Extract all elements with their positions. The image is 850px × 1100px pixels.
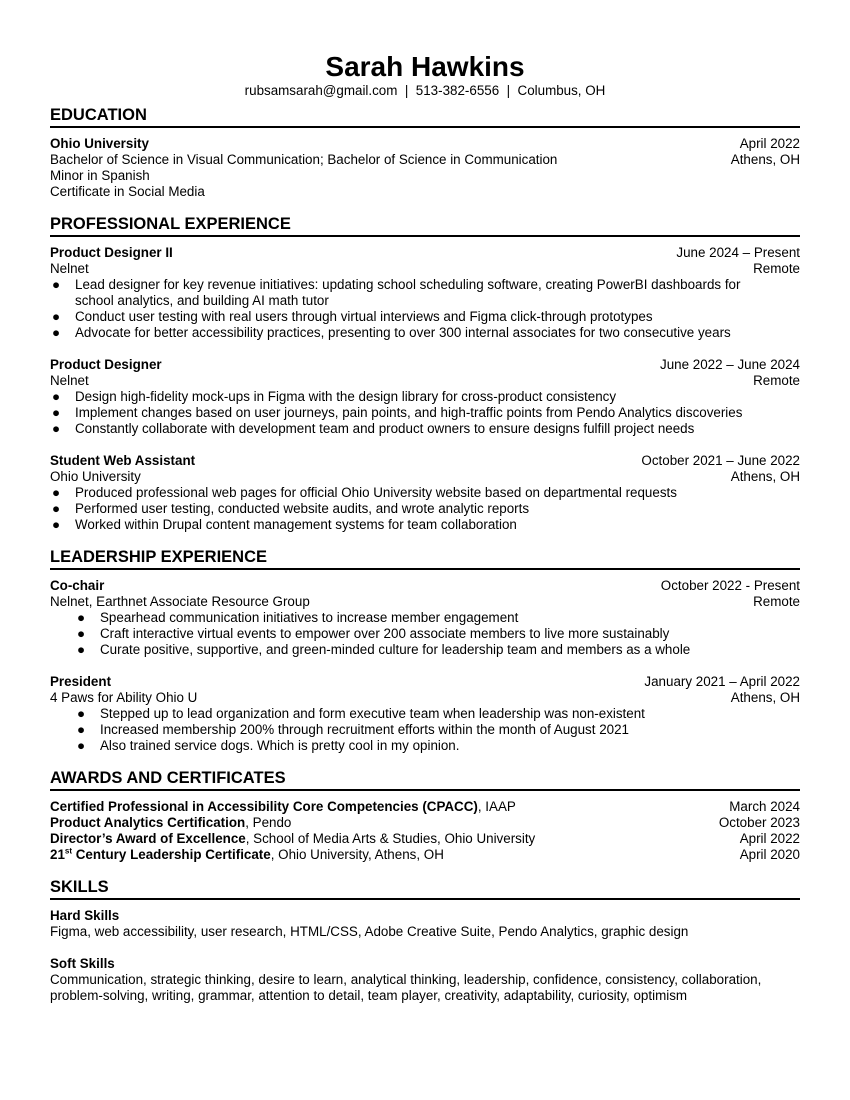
- soft-skills-title: Soft Skills: [50, 956, 115, 971]
- leadership-date: January 2021 – April 2022: [644, 674, 800, 689]
- school-name: Ohio University: [50, 136, 149, 151]
- leadership-org: 4 Paws for Ability Ohio U: [50, 690, 198, 705]
- job-org: Nelnet: [50, 373, 89, 388]
- award-name: Certified Professional in Accessibility Core Competencies (CPACC): [50, 799, 478, 814]
- job-date: October 2021 – June 2022: [641, 453, 800, 468]
- job-location: Remote: [753, 261, 800, 276]
- soft-skills-line: problem-solving, writing, grammar, attention to detail, team player, creativity, adaptability, curiosity, optimism: [50, 988, 688, 1003]
- bullet-icon: ●: [77, 738, 86, 753]
- award-issuer: , School of Media Arts & Studies, Ohio University: [245, 831, 536, 846]
- job-entry: [50, 453, 800, 533]
- award-item: [50, 831, 800, 847]
- award-issuer: , Pendo: [245, 815, 292, 830]
- job-bullet: ● Advocate for better accessibility practices, presenting to over 300 internal associates for two consecutive years: [52, 325, 731, 340]
- hard-skills: [50, 908, 800, 940]
- leadership-location: Athens, OH: [730, 690, 800, 705]
- job-bullet: ● Lead designer for key revenue initiatives: updating school scheduling software, creating PowerBI dashboards for school analytics, and building AI math tutor: [52, 277, 741, 308]
- education-entry: [50, 136, 800, 200]
- leadership-bullet: ● Also trained service dogs. Which is pretty cool in my opinion.: [77, 738, 460, 753]
- job-bullet: ● Produced professional web pages for official Ohio University website based on departmental requests: [52, 485, 677, 500]
- bullet-icon: ●: [52, 405, 61, 420]
- award-item: [50, 815, 800, 831]
- award-item: [50, 799, 800, 815]
- award-item: [50, 847, 800, 863]
- award-name: Century Leadership Certificate: [72, 847, 271, 862]
- job-bullet: ● Worked within Drupal content management systems for team collaboration: [52, 517, 517, 532]
- resume-page: [50, 0, 800, 1004]
- bullet-icon: ●: [52, 389, 61, 404]
- job-date: June 2022 – June 2024: [660, 357, 800, 372]
- candidate-name: Sarah Hawkins: [325, 51, 525, 82]
- bullet-icon: ●: [52, 501, 61, 516]
- leadership-org: Nelnet, Earthnet Associate Resource Group: [50, 594, 310, 609]
- soft-skills-line: Communication, strategic thinking, desire to learn, analytical thinking, leadership, confidence, consistency, collaboration,: [50, 972, 762, 987]
- leadership-role: Co-chair: [50, 578, 105, 593]
- section-title-awards: AWARDS AND CERTIFICATES: [50, 768, 800, 791]
- bullet-icon: ●: [52, 325, 61, 340]
- awards-list: [50, 799, 800, 863]
- award-date: April 2022: [739, 831, 800, 846]
- award-name-sup: st: [64, 846, 73, 856]
- leadership-location: Remote: [753, 594, 800, 609]
- bullet-icon: ●: [52, 309, 61, 324]
- award-date: March 2024: [729, 799, 800, 814]
- leadership-bullet: ● Craft interactive virtual events to empower over 200 associate members to live more sustainably: [77, 626, 670, 641]
- award-name: Product Analytics Certification: [50, 815, 246, 830]
- leadership-bullet: ● Stepped up to lead organization and form executive team when leadership was non-existent: [77, 706, 645, 721]
- job-entry: [50, 245, 800, 341]
- job-location: Athens, OH: [730, 469, 800, 484]
- leadership-date: October 2022 - Present: [660, 578, 800, 593]
- award-name-prefix: 21: [50, 847, 65, 862]
- job-role: Student Web Assistant: [50, 453, 196, 468]
- job-role: Product Designer: [50, 357, 162, 372]
- award-name: Director’s Award of Excellence: [50, 831, 246, 846]
- section-title-education: EDUCATION: [50, 105, 800, 128]
- job-date: June 2024 – Present: [676, 245, 800, 260]
- award-issuer: , IAAP: [477, 799, 516, 814]
- job-bullet: ● Performed user testing, conducted website audits, and wrote analytic reports: [52, 501, 530, 516]
- bullet-icon: ●: [77, 642, 86, 657]
- education-location: Athens, OH: [730, 152, 800, 167]
- bullet-icon: ●: [52, 517, 61, 532]
- bullet-icon: ●: [77, 610, 86, 625]
- leadership-entry: [50, 578, 800, 658]
- job-bullet: ● Implement changes based on user journeys, pain points, and high-traffic points from Pendo Analytics discoveries: [52, 405, 743, 420]
- bullet-icon: ●: [77, 722, 86, 737]
- award-issuer: , Ohio University, Athens, OH: [270, 847, 444, 862]
- job-entry: [50, 357, 800, 437]
- bullet-icon: ●: [77, 626, 86, 641]
- bullet-icon: ●: [77, 706, 86, 721]
- section-title-leadership: LEADERSHIP EXPERIENCE: [50, 547, 800, 570]
- contact-line: rubsamsarah@gmail.com | 513-382-6556 | Columbus, OH: [244, 83, 606, 98]
- leadership-bullet: ● Curate positive, supportive, and green-minded culture for leadership team and members as a whole: [77, 642, 691, 657]
- certificate: Certificate in Social Media: [50, 184, 205, 199]
- degree: Bachelor of Science in Visual Communication; Bachelor of Science in Communication: [50, 152, 558, 167]
- job-bullet: ● Design high-fidelity mock-ups in Figma with the design library for cross-product consistency: [52, 389, 617, 404]
- leadership-bullet: ● Increased membership 200% through recruitment efforts within the month of August 2021: [77, 722, 629, 737]
- job-location: Remote: [753, 373, 800, 388]
- leadership-role: President: [50, 674, 112, 689]
- soft-skills: [50, 956, 800, 1004]
- job-bullet: ● Constantly collaborate with development team and product owners to ensure designs fulfill project needs: [52, 421, 695, 436]
- job-org: Nelnet: [50, 261, 89, 276]
- hard-skills-list: Figma, web accessibility, user research, HTML/CSS, Adobe Creative Suite, Pendo Analytics, graphic design: [50, 924, 689, 939]
- leadership-entry: [50, 674, 800, 754]
- section-title-experience: PROFESSIONAL EXPERIENCE: [50, 214, 800, 237]
- award-date: April 2020: [739, 847, 800, 862]
- bullet-icon: ●: [52, 277, 61, 292]
- job-org: Ohio University: [50, 469, 141, 484]
- education-date: April 2022: [739, 136, 800, 151]
- leadership-bullet: ● Spearhead communication initiatives to increase member engagement: [77, 610, 519, 625]
- section-title-skills: SKILLS: [50, 877, 800, 900]
- job-role: Product Designer II: [50, 245, 173, 260]
- hard-skills-title: Hard Skills: [50, 908, 120, 923]
- bullet-icon: ●: [52, 485, 61, 500]
- minor: Minor in Spanish: [50, 168, 150, 183]
- award-date: October 2023: [718, 815, 800, 830]
- bullet-icon: ●: [52, 421, 61, 436]
- job-bullet: ● Conduct user testing with real users through virtual interviews and Figma click-through prototypes: [52, 309, 653, 324]
